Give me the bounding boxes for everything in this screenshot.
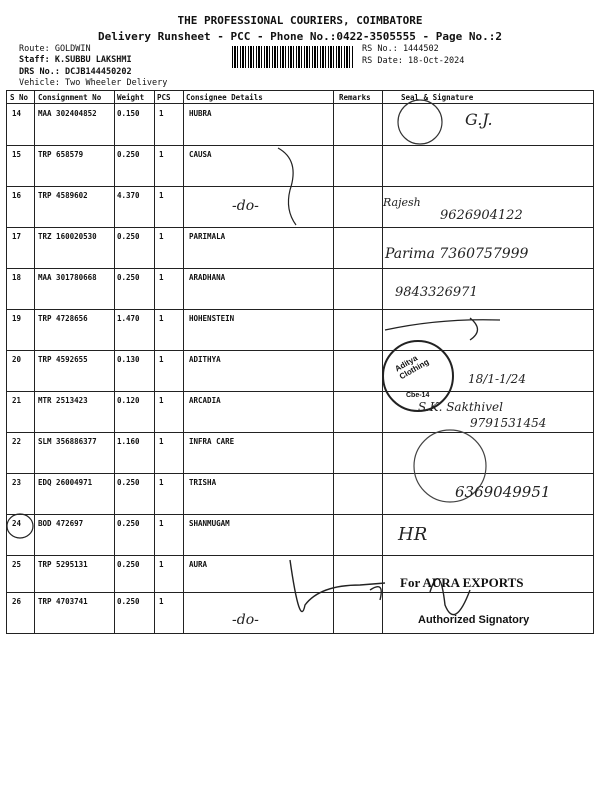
cell-pcs: 1	[159, 478, 164, 487]
cell-sno: 24	[12, 519, 22, 528]
cell-sno: 21	[12, 396, 22, 405]
vehicle-label: Vehicle: Two Wheeler Delivery	[19, 78, 168, 88]
cell-consignee: ARADHANA	[189, 273, 226, 282]
cell-sno: 18	[12, 273, 22, 282]
cell-weight: 1.160	[117, 437, 140, 446]
handwriting-row18: 9843326971	[395, 285, 478, 300]
col-header-signature: Seal & Signature	[401, 93, 474, 102]
cell-pcs: 1	[159, 519, 164, 528]
cell-weight: 0.250	[117, 150, 140, 159]
cell-sno: 25	[12, 560, 22, 569]
cell-consignee: AURA	[189, 560, 208, 569]
cell-sno: 19	[12, 314, 22, 323]
handwriting-phone: 9626904122	[440, 208, 523, 223]
cell-sno: 17	[12, 232, 22, 241]
cell-consignee: INFRA CARE	[189, 437, 235, 446]
cell-weight: 1.470	[117, 314, 140, 323]
handwriting-name: Rajesh	[383, 196, 421, 209]
cell-consignee: ARCADIA	[189, 396, 221, 405]
handwriting-row14: G.J.	[465, 110, 493, 129]
drs-label: DRS No.: DCJB144450202	[19, 67, 132, 77]
cell-consignment: BOD 472697	[38, 519, 84, 528]
col-header-sno: S No	[10, 93, 29, 102]
ditto-brace	[278, 148, 296, 225]
handwriting-ditto: -do-	[232, 198, 259, 214]
col-header-consignee: Consignee Details	[186, 93, 263, 102]
cell-weight: 0.250	[117, 519, 140, 528]
cell-pcs: 1	[159, 232, 164, 241]
cell-consignment: TRP 658579	[38, 150, 84, 159]
handwriting-phone: 9791531454	[470, 416, 547, 430]
cell-weight: 0.250	[117, 232, 140, 241]
cell-pcs: 1	[159, 437, 164, 446]
cell-pcs: 1	[159, 560, 164, 569]
cell-consignment: MAA 301780668	[38, 273, 97, 282]
col-header-remarks: Remarks	[339, 93, 371, 102]
cell-sno: 26	[12, 597, 22, 606]
cell-consignment: TRP 4592655	[38, 355, 88, 364]
cell-consignment: TRZ 160020530	[38, 232, 97, 241]
signature-stroke	[290, 560, 385, 612]
cell-pcs: 1	[159, 355, 164, 364]
handwriting-date: 18/1-1/24	[468, 372, 526, 386]
route-label: Route: GOLDWIN	[19, 44, 91, 54]
authorized-signatory: Authorized Signatory	[418, 614, 530, 626]
handwriting-row17: Parima 7360757999	[385, 246, 529, 262]
handwriting-row24: HR	[398, 524, 428, 545]
cell-consignee: HUBRA	[189, 109, 212, 118]
cell-consignment: TRP 5295131	[38, 560, 88, 569]
cell-consignment: MAA 302404852	[38, 109, 97, 118]
stamp-ring	[398, 100, 442, 144]
cell-weight: 0.250	[117, 597, 140, 606]
cell-sno: 16	[12, 191, 22, 200]
cell-weight: 0.250	[117, 273, 140, 282]
cell-consignment: TRP 4589602	[38, 191, 88, 200]
cell-pcs: 1	[159, 150, 164, 159]
aura-exports-stamp: For AURA EXPORTS	[400, 575, 524, 590]
rs-date: RS Date: 18-Oct-2024	[362, 56, 465, 66]
cell-weight: 0.250	[117, 560, 140, 569]
handwriting-name: S.K. Sakthivel	[418, 400, 503, 414]
col-header-pcs: PCS	[157, 93, 171, 102]
cell-sno: 15	[12, 150, 22, 159]
col-header-consignment: Consignment No	[38, 93, 102, 102]
col-header-weight: Weight	[117, 93, 145, 102]
cell-weight: 0.130	[117, 355, 140, 364]
cell-weight: 0.120	[117, 396, 140, 405]
cell-consignee: ADITHYA	[189, 355, 221, 364]
cell-consignment: TRP 4703741	[38, 597, 88, 606]
cell-sno: 22	[12, 437, 22, 446]
handwriting-row23: 6369049951	[455, 483, 551, 501]
cell-weight: 0.250	[117, 478, 140, 487]
stamp-text-top: Aditya Clothing	[393, 353, 431, 382]
cell-pcs: 1	[159, 109, 164, 118]
cell-consignment: MTR 2513423	[38, 396, 88, 405]
cell-consignee: SHANMUGAM	[189, 519, 230, 528]
cell-consignee: PARIMALA	[189, 232, 226, 241]
handwriting-ditto: -do-	[232, 612, 259, 628]
cell-weight: 4.370	[117, 191, 140, 200]
cell-pcs: 1	[159, 273, 164, 282]
cell-pcs: 1	[159, 314, 164, 323]
staff-label: Staff: K.SUBBU LAKSHMI	[19, 55, 132, 65]
cell-consignee: CAUSA	[189, 150, 212, 159]
cell-sno: 20	[12, 355, 22, 364]
cell-consignee: TRISHA	[189, 478, 217, 487]
page-title: THE PROFESSIONAL COURIERS, COIMBATORE	[177, 14, 423, 27]
cell-sno: 23	[12, 478, 22, 487]
cell-consignment: TRP 4728656	[38, 314, 88, 323]
runsheet-subtitle: Delivery Runsheet - PCC - Phone No.:0422-3505555 - Page No.:2	[98, 30, 502, 43]
cell-pcs: 1	[159, 396, 164, 405]
cell-consignee: HOHENSTEIN	[189, 314, 235, 323]
cell-pcs: 1	[159, 191, 164, 200]
cell-consignment: EDQ 26004971	[38, 478, 93, 487]
cell-sno: 14	[12, 109, 22, 118]
circle-mark	[7, 514, 33, 538]
rs-number: RS No.: 1444502	[362, 44, 439, 54]
stamp-text-bottom: Cbe-14	[406, 392, 430, 399]
cell-pcs: 1	[159, 597, 164, 606]
cell-consignment: SLM 356886377	[38, 437, 97, 446]
cell-weight: 0.150	[117, 109, 140, 118]
